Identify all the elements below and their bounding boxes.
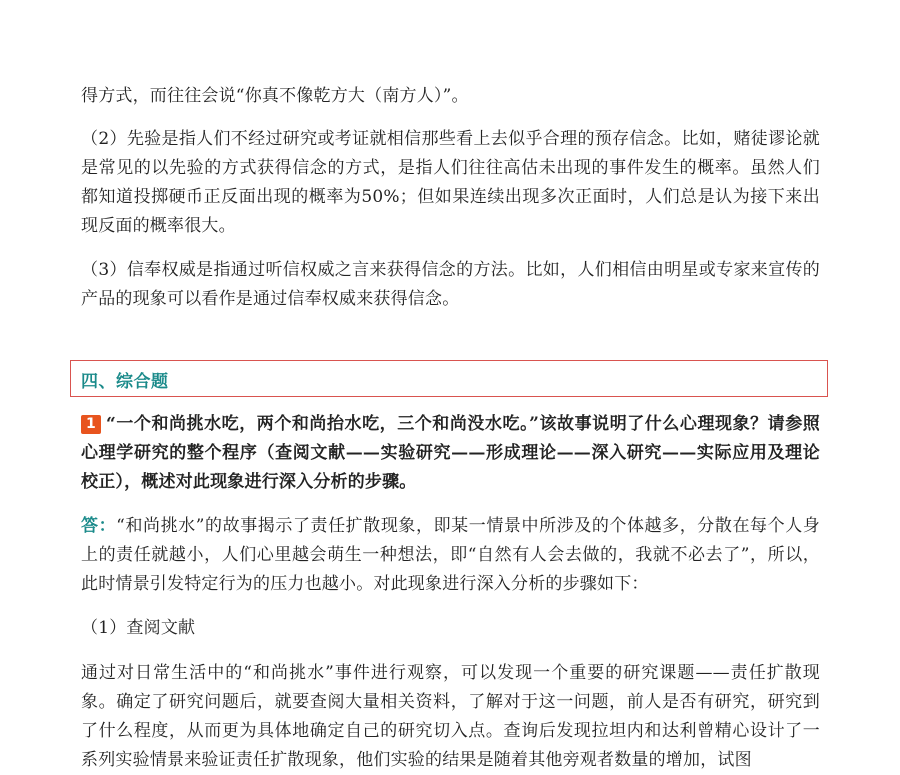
cut-off-line: 得方式，而往往会说“你真不像乾方大（南方人）”。 [81,86,469,106]
step-1-heading: （1）查阅文献 [81,618,196,638]
question-text: “一个和尚挑水吃，两个和尚抬水吃，三个和尚没水吃。”该故事说明了什么心理现象？请参照心理学研究的整个程序（查阅文献——实验研究——形成理论——深入研究——实际应用及理论校正），概述对此现象进行深入分析的步骤。 [81,414,820,492]
question-1 [81,410,820,497]
answer-label: 答： [81,516,117,536]
answer-text: “和尚挑水”的故事揭示了责任扩散现象，即某一情景中所涉及的个体越多，分散在每个人身上的责任就越小，人们心里越会萌生一种想法，即“自然有人会去做的，我就不必去了”，所以，此时情景引发特定行为的压力也越小。对此现象进行深入分析的步骤如下： [81,516,820,594]
answer-paragraph [81,512,820,599]
section-title: 四、综合题 [81,372,169,392]
paragraph-item-3: （3）信奉权威是指通过听信权威之言来获得信念的方法。比如，人们相信由明星或专家来宣传的产品的现象可以看作是通过信奉权威来获得信念。 [81,260,820,309]
question-number-badge: 1 [81,415,101,434]
section-header-box [70,360,828,397]
paragraph-item-2: （2）先验是指人们不经过研究或考证就相信那些看上去似乎合理的预存信念。比如，赌徒谬论就是常见的以先验的方式获得信念的方式，是指人们往往高估未出现的事件发生的概率。虽然人们都知道投掷硬币正反面出现的概率为50%；但如果连续出现多次正面时，人们总是认为接下来出现反面的概率很大。 [81,129,820,236]
step-1-paragraph: 通过对日常生活中的“和尚挑水”事件进行观察，可以发现一个重要的研究课题——责任扩散现象。确定了研究问题后，就要查阅大量相关资料，了解对于这一问题，前人是否有研究，研究到了什么程度，从而更为具体地确定自己的研究切入点。查询后发现拉坦内和达利曾精心设计了一系列实验情景来验证责任扩散现象，他们实验的结果是随着其他旁观者数量的增加，试图 [81,663,820,770]
